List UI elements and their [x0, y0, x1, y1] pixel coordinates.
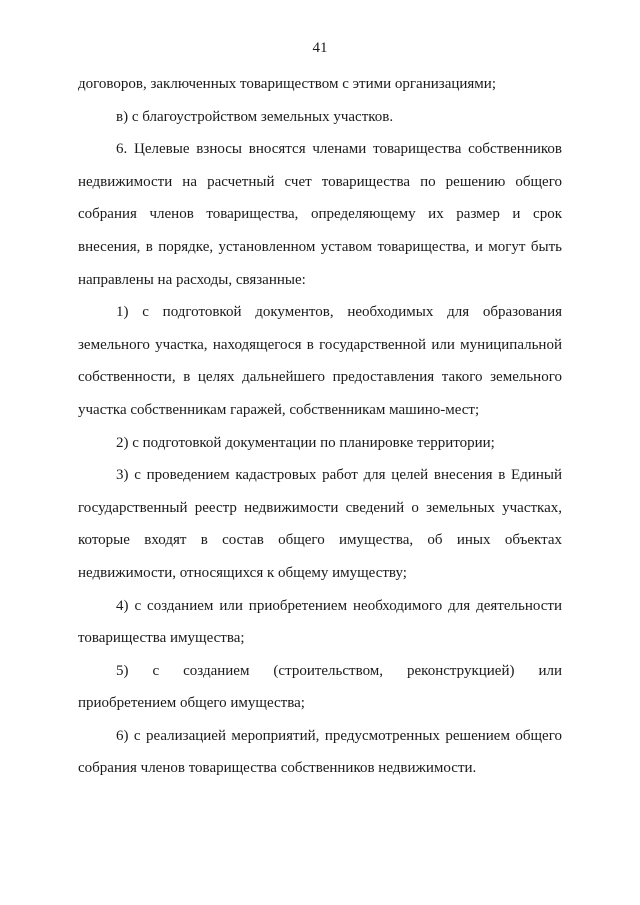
- document-body: [78, 68, 562, 785]
- list-item-4: 4) с созданием или приобретением необходимого для деятельности товарищества имущества;: [78, 597, 562, 647]
- list-item-5: 5) с созданием (строительством, реконструкцией) или приобретением общего имущества;: [78, 662, 562, 712]
- paragraph-landscaping: в) с благоустройством земельных участков.: [116, 108, 394, 125]
- paragraph-contracts: договоров, заключенных товариществом с этими организациями;: [78, 76, 496, 92]
- list-item-6: 6) с реализацией мероприятий, предусмотренных решением общего собрания членов товарищества собственников недвижимости.: [78, 727, 562, 777]
- list-item-2: 2) с подготовкой документации по планировке территории;: [116, 434, 495, 451]
- page-number: 41: [312, 40, 328, 56]
- list-item-3: 3) с проведением кадастровых работ для целей внесения в Единый государственный реестр недвижимости сведений о земельных участках, которые входят в состав общего имущества, об иных объектах недвижимости, относящихся к общему имуществу;: [78, 467, 562, 581]
- list-item-1: 1) с подготовкой документов, необходимых для образования земельного участка, находящегося в государственной или муниципальной собственности, в целях дальнейшего предоставления такого земельного участка собственникам гаражей, собственникам машино-мест;: [78, 304, 562, 418]
- paragraph-target-fees: 6. Целевые взносы вносятся членами товарищества собственников недвижимости на расчетный счет товарищества по решению общего собрания членов товарищества, определяющему их размер и срок внесения, в порядке, установленном уставом товарищества, и могут быть направлены на расходы, связанные:: [78, 141, 562, 288]
